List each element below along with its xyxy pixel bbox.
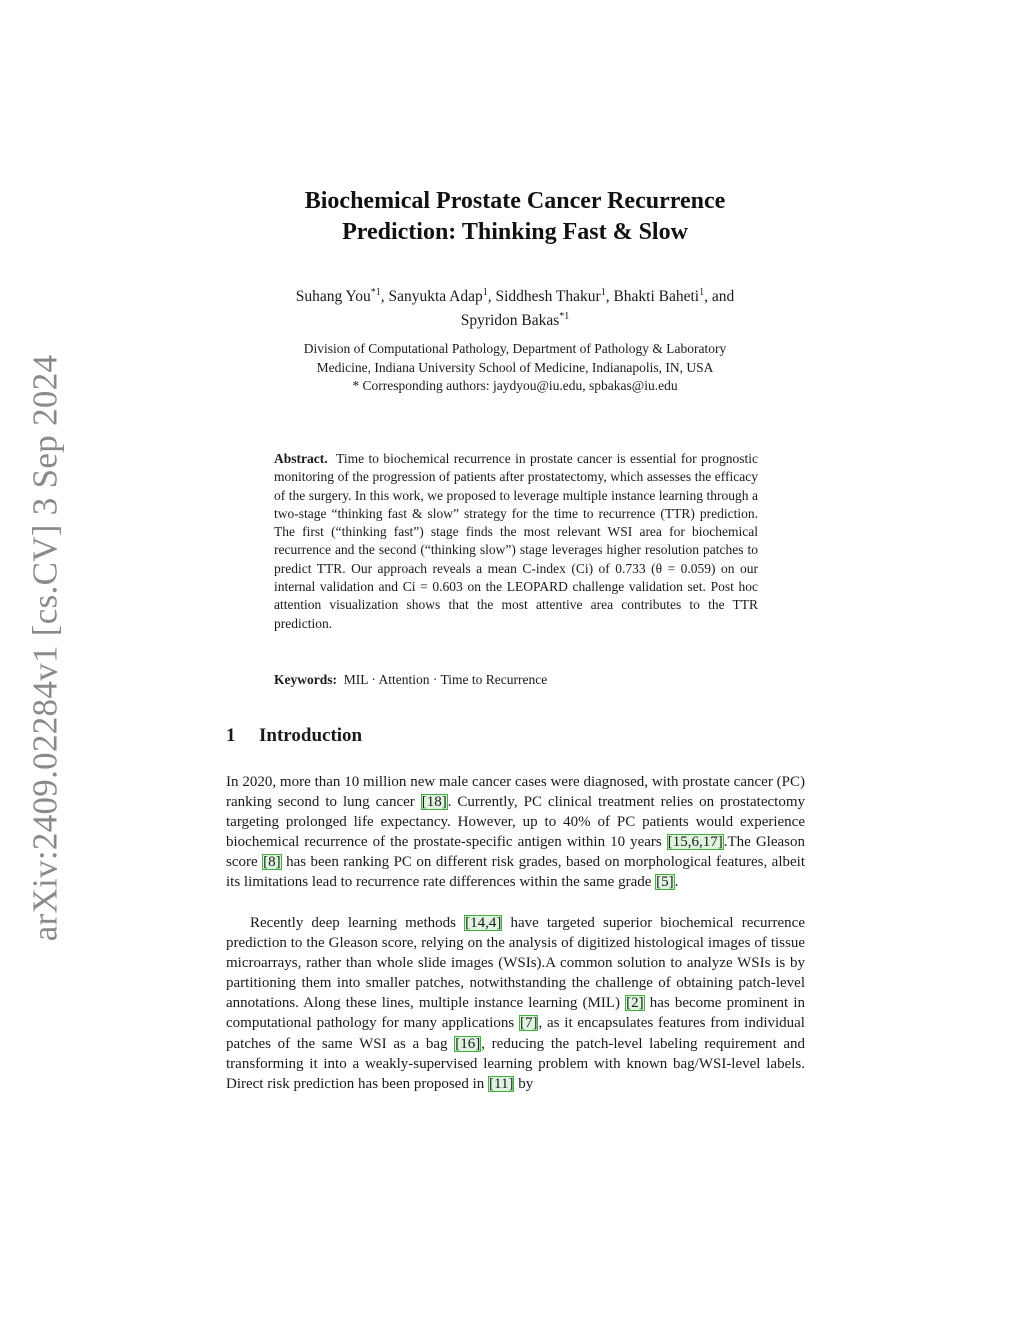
author-affil-mark: *1	[559, 311, 570, 323]
title-line-2: Prediction: Thinking Fast & Slow	[342, 219, 688, 245]
arxiv-identifier: arXiv:2409.02284v1 [cs.CV] 3 Sep 2024	[25, 354, 65, 941]
paragraph-text: has been ranking PC on different risk grades, based on morphological features, albeit its limitations lead to recurrence rate differences within the same grade	[226, 854, 805, 891]
abstract-text: Time to biochemical recurrence in prostate cancer is essential for prognostic monitoring of the progression of patients after prostatectomy, which assesses the efficacy of the surgery. In this work, we proposed to leverage multiple instance learning through a two-stage “thinking fast & slow” strategy for the time to recurrence (TTR) prediction. The first (“thinking fast”) stage finds the most relevant WSI area for biochemical recurrence and the second (“thinking slow”) stage leverages higher resolution patches to predict TTR. Our approach reveals a mean C-index (Ci) of 0.733 (θ = 0.059) on our internal validation and Ci = 0.603 on the LEOPARD challenge validation set. Post hoc attention visualization shows that the most attentive area contributes to the TTR prediction.	[274, 451, 758, 631]
affiliation-block	[232, 340, 798, 396]
paragraph-text: Recently deep learning methods	[250, 915, 465, 931]
citation-link[interactable]: [11]	[489, 1075, 514, 1092]
citation-link[interactable]: [7]	[519, 1015, 538, 1032]
abstract	[274, 450, 758, 633]
paragraph-text: by	[514, 1075, 534, 1092]
corresponding-authors: * Corresponding authors: jaydyou@iu.edu, spbakas@iu.edu	[352, 378, 678, 393]
affiliation-line-1: Division of Computational Pathology, Department of Pathology & Laboratory	[303, 341, 727, 356]
citation-link[interactable]: [15,6,17]	[667, 834, 723, 851]
author-name: Spyridon Bakas	[460, 312, 560, 330]
citation-link[interactable]: [5]	[656, 874, 674, 891]
paragraph-text: . Currently, PC clinical treatment relies on prostatectomy targeting prolonged life expectancy. However, up to 40% of PC patients would experience biochemical recurrence of the prostate-specific antigen within 10 years	[226, 794, 806, 851]
author-conjunction: and	[711, 288, 735, 306]
paragraph-text: has become prominent in computational pathology for many applications	[226, 995, 805, 1032]
keywords-text: MIL · Attention · Time to Recurrence	[343, 672, 548, 687]
author-affil-mark: 1	[699, 287, 705, 298]
citation-link[interactable]: [18]	[421, 794, 447, 811]
author-name: Siddhesh Thakur	[495, 288, 601, 306]
intro-paragraph-1	[226, 772, 805, 893]
paragraph-text: .	[674, 874, 679, 891]
keywords-label: Keywords:	[274, 672, 337, 687]
arxiv-stamp	[20, 354, 70, 941]
paragraph-text: .The Gleason score	[226, 834, 805, 871]
author-list: Suhang You$^{*1}$, Sanyukta Adap$^1$, Siddhesh Thakur$^1$, Bhakti Baheti$^1$, and Spyridon Bakas$^{*1}$	[295, 287, 735, 330]
paragraph-text: have targeted superior biochemical recurrence prediction to the Gleason score, relying on the analysis of digitized histological images of tissue microarrays, rather than whole slide images (WSIs).A common solution to analyze WSIs is by partitioning them into smaller patches, notwithstanding the challenge of obtaining patch-level annotations. Along these lines, multiple instance learning (MIL)	[226, 915, 805, 1012]
section-title: Introduction	[259, 725, 363, 746]
citation-link[interactable]: [2]	[626, 995, 644, 1012]
author-name: Suhang You	[295, 288, 371, 306]
author-name: Sanyukta Adap	[388, 288, 483, 306]
paragraph-text: In 2020, more than 10 million new male cancer cases were diagnosed, with prostate cancer (PC) ranking second to lung cancer	[226, 774, 805, 811]
paper-title	[240, 186, 790, 248]
citation-link[interactable]: [16]	[455, 1035, 481, 1052]
paragraph-text: , as it encapsulates features from individual patches of the same WSI as a bag	[226, 1015, 805, 1052]
affiliation-line-2: Medicine, Indiana University School of Medicine, Indianapolis, IN, USA	[316, 359, 714, 375]
citation-link[interactable]: [14,4]	[465, 915, 502, 931]
intro-paragraph-2	[226, 913, 805, 1094]
title-line-1: Biochemical Prostate Cancer Recurrence	[304, 188, 726, 214]
author-affil-mark: 1	[600, 287, 606, 298]
keywords	[274, 671, 758, 689]
abstract-label: Abstract.	[274, 451, 328, 466]
citation-link[interactable]: [8]	[263, 854, 281, 871]
author-name: Bhakti Baheti	[613, 288, 700, 306]
author-affil-mark: *1	[370, 287, 381, 298]
author-affil-mark: 1	[482, 287, 488, 298]
paragraph-text: , reducing the patch-level labeling requirement and transforming it into a weakly-supervised learning problem with known bag/WSI-level labels. Direct risk prediction has been proposed in	[226, 1035, 806, 1092]
section-heading	[226, 725, 362, 747]
section-number: 1	[226, 725, 236, 746]
